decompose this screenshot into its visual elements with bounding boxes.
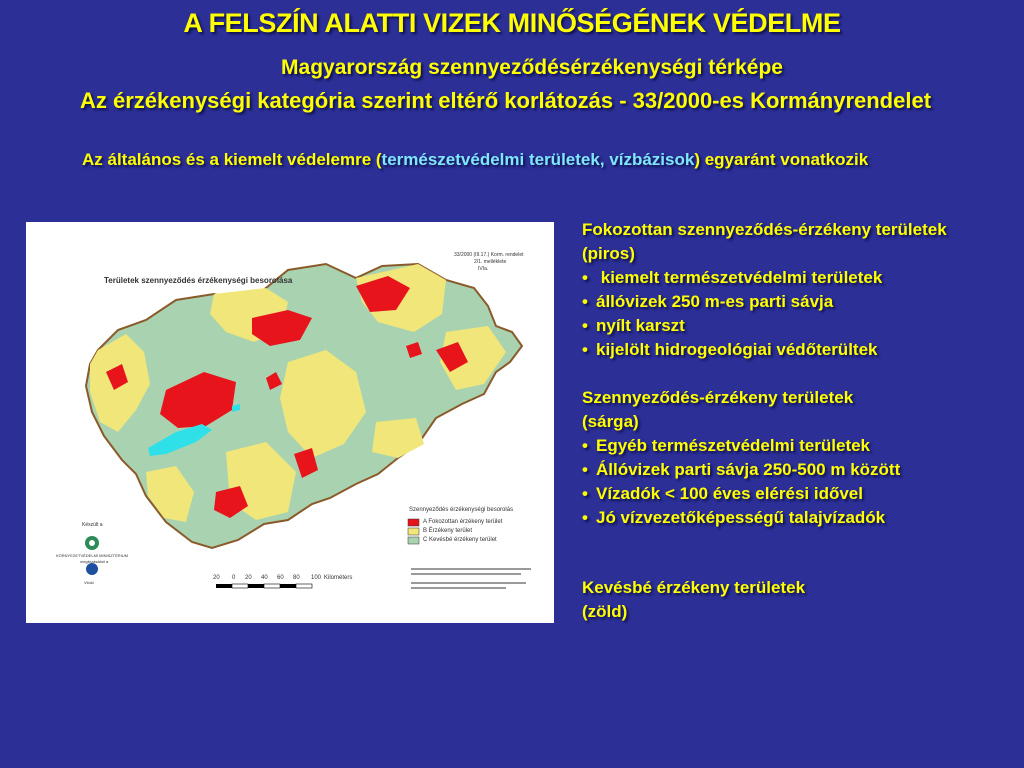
category-heading: Kevésbé érzékeny területek — [582, 578, 806, 597]
sensitivity-map — [26, 222, 554, 623]
scale-tick-3: 40 — [261, 575, 268, 581]
slide-title: A FELSZÍN ALATTI VIZEK MINŐSÉGÉNEK VÉDELME — [183, 8, 841, 38]
category-group-medium — [582, 386, 1012, 530]
scope-note-part2: ) egyaránt vonatkozik — [694, 150, 869, 169]
category-heading: Fokozottan szennyeződés-érzékeny területek — [582, 220, 947, 239]
legend-swatch-green — [408, 537, 419, 544]
legend-title: Szennyeződés érzékenységi besorolás — [409, 507, 514, 513]
list-item: • nyílt karszt — [582, 316, 685, 335]
map-reference-line-1: 33/2000 (III.17.) Korm. rendelet — [454, 252, 524, 258]
footer-org-label: Vituki — [84, 580, 94, 585]
category-group-high — [582, 218, 1012, 362]
category-color-label: (sárga) — [582, 412, 639, 431]
scale-tick-0: 20 — [213, 575, 220, 581]
legend-label-c: C Kevésbé érzékeny terület — [423, 537, 497, 543]
ministry-label: KÖRNYEZETVÉDELMI MINISZTÉRIUM — [56, 553, 129, 558]
category-heading: Szennyeződés-érzékeny területek — [582, 388, 854, 407]
category-list — [582, 218, 1012, 624]
scale-tick-6: 100 — [311, 575, 322, 581]
vituki-logo-icon — [86, 563, 98, 575]
map-title: Területek szennyeződés érzékenységi besorolása — [104, 276, 293, 285]
made-by-label: Készült a — [82, 522, 103, 528]
map-reference-line-2: 2/1. melléklete — [474, 259, 507, 265]
list-item: • Jó vízvezetőképességű talajvízadók — [582, 508, 886, 527]
category-group-low — [582, 576, 1012, 624]
legend-swatch-red — [408, 519, 419, 526]
slide-subtitle-1: Magyarország szennyeződésérzékenységi térképe — [281, 56, 783, 79]
list-item: • állóvizek 250 m-es parti sávja — [582, 292, 834, 311]
slide-subtitle-2: Az érzékenységi kategória szerint eltérő korlátozás - 33/2000-es Kormányrendelet — [80, 88, 932, 113]
map-reference — [454, 252, 523, 273]
scale-tick-5: 80 — [293, 575, 300, 581]
scope-note-separator: , — [599, 150, 610, 169]
scale-unit: Kilométers — [324, 575, 353, 581]
map-zone-yellow-southeast — [372, 418, 424, 458]
list-item: • kiemelt természetvédelmi területek — [582, 268, 883, 287]
scale-tick-4: 60 — [277, 575, 284, 581]
list-item: • kijelölt hidrogeológiai védőterültek — [582, 340, 878, 359]
list-item: • Vízadók < 100 éves elérési idővel — [582, 484, 863, 503]
scale-tick-1: 0 — [232, 575, 236, 581]
legend-label-b: B Érzékeny terület — [423, 528, 473, 534]
category-color-label: (zöld) — [582, 602, 628, 621]
scope-note-part1: Az általános és a kiemelt védelemre ( — [82, 150, 382, 169]
category-color-label: (piros) — [582, 244, 635, 263]
legend-swatch-yellow — [408, 528, 419, 535]
scale-tick-2: 20 — [245, 575, 252, 581]
map-reference-line-3: IVIa. — [478, 266, 489, 272]
on-behalf-label: megbízásából a — [80, 559, 109, 564]
legend-label-a: A Fokozottan érzékeny terület — [423, 519, 503, 525]
scope-note — [82, 150, 868, 170]
scale-bar — [216, 584, 312, 588]
scope-note-highlight-1: természetvédelmi területek — [381, 150, 600, 169]
scope-note-highlight-2: vízbázisok — [609, 150, 695, 169]
list-item: • Állóvizek parti sávja 250-500 m között — [582, 460, 901, 479]
list-item: • Egyéb természetvédelmi területek — [582, 436, 871, 455]
